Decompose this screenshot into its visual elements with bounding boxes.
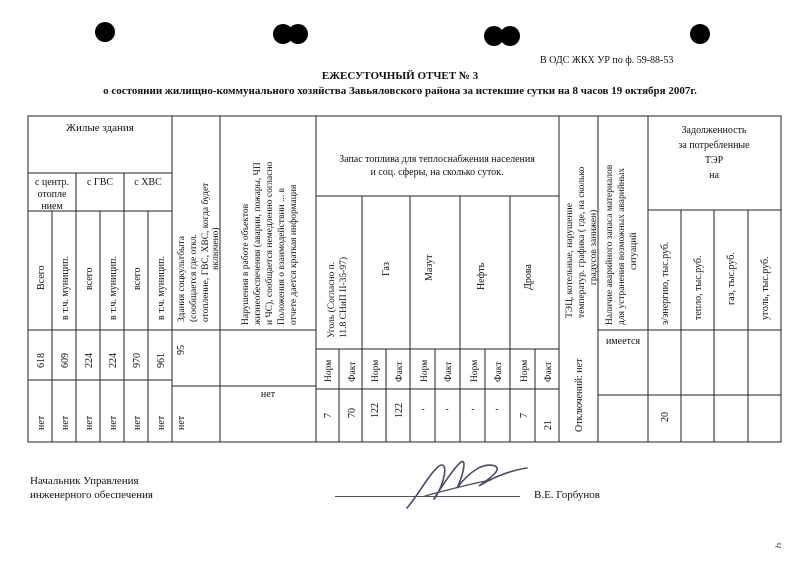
municipal-none: нет xyxy=(60,415,71,430)
debt-header-1: Задолженность xyxy=(681,125,747,136)
fact-label: Факт xyxy=(444,361,454,382)
hvs-mun-none: нет xyxy=(156,415,167,430)
social-header-1: Здания соцкультбыта xyxy=(177,236,187,322)
gvs-municipal-header: в т.ч. муницип. xyxy=(108,256,119,320)
oil-fact-value: - xyxy=(495,404,499,415)
fuel-oil-norm-value: - xyxy=(421,404,425,415)
fact-label: Факт xyxy=(544,361,554,382)
gas-fact-value: 122 xyxy=(394,403,405,418)
gvs-municipal-value: 224 xyxy=(108,353,119,368)
norm-label: Норм xyxy=(420,359,430,382)
total-header: Всего xyxy=(36,265,47,290)
fuel-oil-header: Мазут xyxy=(424,254,435,281)
norm-label: Норм xyxy=(470,359,480,382)
fact-label: Факт xyxy=(494,361,504,382)
oil-header: Нефть xyxy=(476,262,487,290)
boilers-header-1: ТЭЦ, котельные, нарушение xyxy=(565,203,575,318)
violations-header-5: отчете дается краткая информация xyxy=(289,184,299,325)
debt-header-4: на xyxy=(709,170,719,181)
debt-header-3: ТЭР xyxy=(704,155,724,166)
boilers-header-3: градусов занижен) xyxy=(589,209,599,285)
violations-header-2: жизнеобеспечения (аварии, пожары, ЧП xyxy=(253,162,263,325)
oil-norm-value: - xyxy=(471,404,475,415)
hvs-municipal-header: в т.ч. муницип. xyxy=(156,256,167,320)
gas-rub-header: газ, тыс.руб. xyxy=(726,252,737,305)
fuel-header-1: Запас топлива для теплоснабжения населения xyxy=(339,154,535,165)
central-heating-header-2: отопле xyxy=(37,189,67,200)
central-heating-header-1: с центр. xyxy=(34,177,70,188)
gvs-total-header: всего xyxy=(84,267,95,290)
heat-header: тепло, тыс.руб. xyxy=(693,255,704,320)
reserve-header-3: ситуаций xyxy=(629,232,639,270)
shutdowns-value: Отключений: нет xyxy=(574,358,585,432)
social-header-3: отопление, ГВС, ХВС, когда будет xyxy=(201,182,211,322)
coal-rub-header: уголь, тыс.руб. xyxy=(760,256,771,320)
coal-header-2: 11.8 СНиП II-35-97) xyxy=(339,257,349,338)
violations-header-4: Положения о взаимодействии ... в xyxy=(277,188,287,325)
reserve-value: имеется xyxy=(605,336,641,347)
signatory-position-1: Начальник Управления xyxy=(30,475,139,487)
fact-label: Факт xyxy=(348,361,358,382)
norm-label: Норм xyxy=(371,359,381,382)
debt-header-2: за потребленные xyxy=(678,140,750,151)
fuel-oil-fact-value: - xyxy=(445,404,449,415)
report-title: ЕЖЕСУТОЧНЫЙ ОТЧЕТ № 3 xyxy=(321,70,479,82)
central-heating-header-3: нием xyxy=(41,201,63,212)
page-mark: ч xyxy=(772,542,787,549)
hvs-none: нет xyxy=(132,415,143,430)
total-none: нет xyxy=(36,415,47,430)
reserve-header-2: для устранения возможных аварийных xyxy=(617,167,627,325)
handwritten-signature xyxy=(395,450,535,520)
firewood-fact-value: 21 xyxy=(543,420,554,430)
boilers-header-2: температур. графика ( где, на сколько xyxy=(577,166,587,318)
norm-label: Норм xyxy=(520,359,530,382)
signatory-position-2: инженерного обеспечения xyxy=(30,489,153,501)
social-value: 95 xyxy=(176,345,187,355)
social-header-4: включено) xyxy=(211,227,221,270)
coal-norm-value: 7 xyxy=(323,413,334,418)
reference-line: В ОДС ЖКХ УР по ф. 59-88-53 xyxy=(540,55,674,66)
report-subtitle: о состоянии жилищно-коммунального хозяйства Завьяловского района за истекшие сутки на 8 часов 19 октября 2007г. xyxy=(103,85,697,97)
violations-header-1: Нарушения в работе объектов xyxy=(241,203,251,325)
reserve-header-1: Наличие аварийного запаса материалов xyxy=(605,164,615,325)
gvs-total-value: 224 xyxy=(84,353,95,368)
hvs-header: с ХВС xyxy=(134,177,162,188)
hvs-total-value: 970 xyxy=(132,353,143,368)
gvs-header: с ГВС xyxy=(86,177,114,188)
gas-header: Газ xyxy=(381,262,392,276)
residential-header: Жилые здания xyxy=(66,122,134,134)
violations-header-3: и ЧС), сообщается немедленно согласно xyxy=(265,161,275,325)
signatory-name: В.Е. Горбунов xyxy=(534,489,600,501)
social-none: нет xyxy=(176,415,187,430)
municipal-header: в т.ч. муницип. xyxy=(60,256,71,320)
norm-label: Норм xyxy=(324,359,334,382)
hvs-total-header: всего xyxy=(132,267,143,290)
gvs-none: нет xyxy=(84,415,95,430)
coal-fact-value: 70 xyxy=(347,408,358,418)
social-header-2: (сообщается где откл. xyxy=(189,233,199,322)
coal-header-1: Уголь (Согласно п. xyxy=(327,261,337,338)
fuel-header-2: и соц. сферы, на сколько суток. xyxy=(370,167,504,178)
violations-value: нет xyxy=(260,389,276,400)
electricity-debt-value: 20 xyxy=(660,412,671,422)
firewood-header: Дрова xyxy=(523,264,534,290)
total-value: 618 xyxy=(36,353,47,368)
gas-norm-value: 122 xyxy=(370,403,381,418)
electricity-header: э/энергию, тыс.руб. xyxy=(660,241,671,325)
firewood-norm-value: 7 xyxy=(519,413,530,418)
fact-label: Факт xyxy=(395,361,405,382)
hvs-municipal-value: 961 xyxy=(156,353,167,368)
gvs-mun-none: нет xyxy=(108,415,119,430)
municipal-value: 609 xyxy=(60,353,71,368)
